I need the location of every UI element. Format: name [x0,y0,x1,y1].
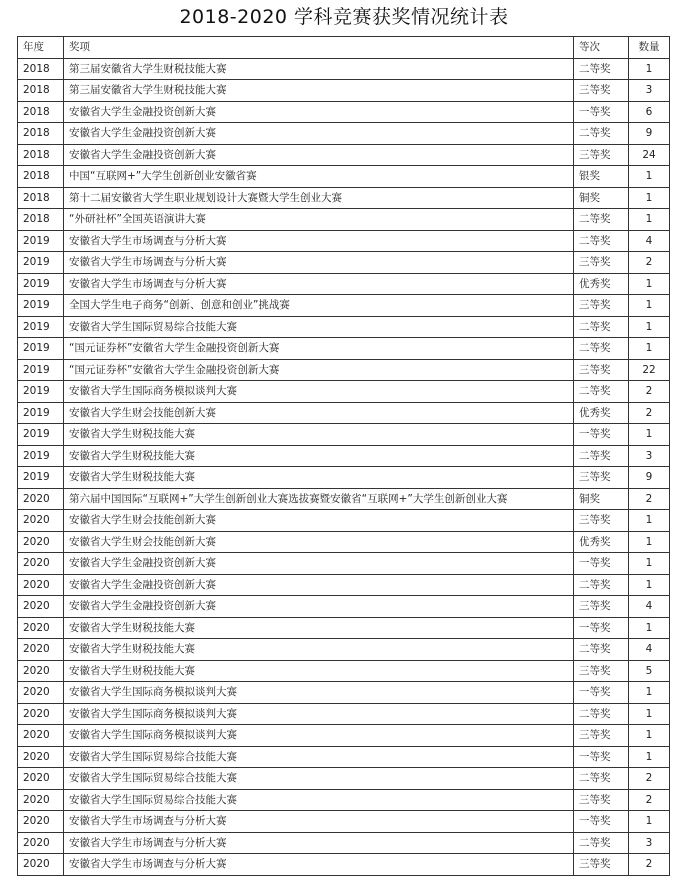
cell-year: 2020 [18,574,64,596]
cell-award-name: 安徽省大学生金融投资创新大赛 [64,574,574,596]
table-row [18,445,670,467]
cell-year: 2020 [18,832,64,854]
cell-count: 2 [629,854,670,876]
cell-award-level: 三等奖 [574,596,629,618]
cell-award-name: 第六届中国国际“互联网+”大学生创新创业大赛选拔赛暨安徽省“互联网+”大学生创新创业大赛 [64,488,574,510]
cell-award-level: 银奖 [574,166,629,188]
cell-count: 4 [629,596,670,618]
cell-year: 2019 [18,445,64,467]
cell-year: 2020 [18,746,64,768]
cell-year: 2020 [18,768,64,790]
column-header-count: 数量 [629,37,670,59]
cell-year: 2020 [18,488,64,510]
cell-year: 2018 [18,101,64,123]
cell-year: 2019 [18,467,64,489]
cell-award-level: 三等奖 [574,854,629,876]
cell-year: 2020 [18,553,64,575]
cell-year: 2018 [18,209,64,231]
cell-award-level: 二等奖 [574,209,629,231]
cell-count: 2 [629,381,670,403]
table-row [18,316,670,338]
cell-award-name: 安徽省大学生金融投资创新大赛 [64,144,574,166]
table-row [18,488,670,510]
cell-award-level: 二等奖 [574,703,629,725]
cell-award-level: 优秀奖 [574,402,629,424]
table-row [18,101,670,123]
cell-year: 2018 [18,80,64,102]
cell-award-name: 安徽省大学生国际贸易综合技能大赛 [64,768,574,790]
table-row [18,123,670,145]
cell-count: 24 [629,144,670,166]
table-row [18,359,670,381]
table-row [18,295,670,317]
cell-award-level: 三等奖 [574,510,629,532]
cell-award-name: 安徽省大学生财会技能创新大赛 [64,510,574,532]
cell-award-name: 安徽省大学生金融投资创新大赛 [64,553,574,575]
cell-award-name: 安徽省大学生财税技能大赛 [64,639,574,661]
cell-award-name: 安徽省大学生金融投资创新大赛 [64,123,574,145]
cell-count: 6 [629,101,670,123]
cell-award-level: 优秀奖 [574,531,629,553]
cell-count: 4 [629,639,670,661]
cell-year: 2018 [18,58,64,80]
cell-award-name: 安徽省大学生国际商务模拟谈判大赛 [64,703,574,725]
table-row [18,832,670,854]
cell-count: 2 [629,488,670,510]
table-row [18,80,670,102]
cell-year: 2018 [18,144,64,166]
cell-award-level: 铜奖 [574,187,629,209]
cell-award-level: 三等奖 [574,80,629,102]
page-title: 2018-2020 学科竞赛获奖情况统计表 [179,6,509,28]
cell-year: 2019 [18,359,64,381]
table-row [18,338,670,360]
table-row [18,854,670,876]
cell-count: 1 [629,746,670,768]
cell-award-name: “外研社杯”全国英语演讲大赛 [64,209,574,231]
cell-award-name: 安徽省大学生财税技能大赛 [64,467,574,489]
cell-award-name: 第十二届安徽省大学生职业规划设计大赛暨大学生创业大赛 [64,187,574,209]
cell-count: 2 [629,402,670,424]
cell-year: 2019 [18,381,64,403]
cell-award-level: 二等奖 [574,574,629,596]
cell-count: 9 [629,467,670,489]
cell-award-level: 二等奖 [574,58,629,80]
cell-award-level: 三等奖 [574,725,629,747]
cell-award-name: 安徽省大学生国际商务模拟谈判大赛 [64,381,574,403]
cell-year: 2020 [18,639,64,661]
table-row [18,789,670,811]
cell-count: 1 [629,58,670,80]
cell-year: 2020 [18,725,64,747]
cell-award-name: 安徽省大学生国际商务模拟谈判大赛 [64,725,574,747]
table-row [18,166,670,188]
cell-award-level: 二等奖 [574,316,629,338]
table-row [18,209,670,231]
column-header-year: 年度 [18,37,64,59]
cell-count: 1 [629,424,670,446]
cell-count: 1 [629,531,670,553]
table-row [18,58,670,80]
cell-year: 2020 [18,531,64,553]
table-row [18,746,670,768]
cell-award-name: 安徽省大学生财会技能创新大赛 [64,402,574,424]
cell-award-level: 三等奖 [574,467,629,489]
cell-award-level: 三等奖 [574,789,629,811]
cell-count: 1 [629,273,670,295]
cell-award-level: 一等奖 [574,424,629,446]
cell-award-name: 安徽省大学生财税技能大赛 [64,617,574,639]
cell-count: 2 [629,768,670,790]
cell-count: 5 [629,660,670,682]
cell-award-level: 二等奖 [574,445,629,467]
cell-count: 1 [629,553,670,575]
cell-year: 2020 [18,811,64,833]
cell-award-level: 一等奖 [574,811,629,833]
table-row [18,230,670,252]
cell-award-name: 安徽省大学生市场调查与分析大赛 [64,230,574,252]
cell-award-level: 一等奖 [574,746,629,768]
cell-award-name: 安徽省大学生市场调查与分析大赛 [64,854,574,876]
table-row [18,467,670,489]
cell-award-name: “国元证券杯”安徽省大学生金融投资创新大赛 [64,338,574,360]
cell-award-level: 二等奖 [574,338,629,360]
cell-year: 2019 [18,230,64,252]
cell-award-name: 安徽省大学生财税技能大赛 [64,445,574,467]
cell-award-name: 安徽省大学生金融投资创新大赛 [64,101,574,123]
cell-award-name: 安徽省大学生市场调查与分析大赛 [64,811,574,833]
cell-award-level: 优秀奖 [574,273,629,295]
table-row [18,273,670,295]
cell-award-level: 铜奖 [574,488,629,510]
cell-year: 2019 [18,295,64,317]
cell-award-name: 安徽省大学生市场调查与分析大赛 [64,832,574,854]
cell-award-name: 安徽省大学生国际贸易综合技能大赛 [64,789,574,811]
cell-award-name: 第三届安徽省大学生财税技能大赛 [64,80,574,102]
cell-year: 2020 [18,682,64,704]
cell-year: 2020 [18,596,64,618]
cell-year: 2020 [18,789,64,811]
cell-award-name: 安徽省大学生金融投资创新大赛 [64,596,574,618]
table-row [18,574,670,596]
table-row [18,553,670,575]
cell-count: 2 [629,252,670,274]
table-row [18,424,670,446]
table-row [18,639,670,661]
cell-year: 2019 [18,316,64,338]
cell-year: 2018 [18,187,64,209]
table-row [18,660,670,682]
cell-award-level: 一等奖 [574,617,629,639]
cell-count: 1 [629,166,670,188]
cell-award-name: 安徽省大学生市场调查与分析大赛 [64,252,574,274]
cell-year: 2020 [18,703,64,725]
cell-award-name: 安徽省大学生国际商务模拟谈判大赛 [64,682,574,704]
cell-count: 1 [629,682,670,704]
award-statistics-table [17,36,670,876]
cell-count: 1 [629,725,670,747]
cell-award-level: 二等奖 [574,123,629,145]
cell-award-level: 二等奖 [574,381,629,403]
cell-count: 1 [629,574,670,596]
cell-award-name: 安徽省大学生财税技能大赛 [64,424,574,446]
table-row [18,703,670,725]
cell-award-name: 安徽省大学生财税技能大赛 [64,660,574,682]
cell-year: 2020 [18,617,64,639]
cell-year: 2020 [18,510,64,532]
cell-award-level: 一等奖 [574,682,629,704]
cell-year: 2018 [18,166,64,188]
cell-award-level: 三等奖 [574,144,629,166]
cell-year: 2020 [18,854,64,876]
cell-award-level: 三等奖 [574,660,629,682]
cell-award-name: “国元证券杯”安徽省大学生金融投资创新大赛 [64,359,574,381]
table-row [18,682,670,704]
column-header-level: 等次 [574,37,629,59]
table-row [18,402,670,424]
table-row [18,725,670,747]
table-row [18,510,670,532]
table-row [18,144,670,166]
cell-award-name: 中国“互联网+”大学生创新创业安徽省赛 [64,166,574,188]
cell-award-level: 二等奖 [574,768,629,790]
table-row [18,596,670,618]
cell-award-level: 三等奖 [574,252,629,274]
cell-count: 1 [629,703,670,725]
cell-count: 1 [629,295,670,317]
cell-count: 3 [629,445,670,467]
cell-award-name: 安徽省大学生财会技能创新大赛 [64,531,574,553]
cell-award-name: 安徽省大学生市场调查与分析大赛 [64,273,574,295]
cell-year: 2020 [18,660,64,682]
cell-year: 2018 [18,123,64,145]
cell-award-name: 安徽省大学生国际贸易综合技能大赛 [64,746,574,768]
cell-year: 2019 [18,252,64,274]
cell-year: 2019 [18,338,64,360]
cell-count: 1 [629,187,670,209]
cell-award-name: 全国大学生电子商务“创新、创意和创业”挑战赛 [64,295,574,317]
table-row [18,381,670,403]
cell-year: 2019 [18,273,64,295]
cell-count: 4 [629,230,670,252]
column-header-award: 奖项 [64,37,574,59]
table-row [18,811,670,833]
cell-award-level: 三等奖 [574,295,629,317]
table-row [18,187,670,209]
cell-award-level: 二等奖 [574,639,629,661]
table-row [18,252,670,274]
table-row [18,768,670,790]
cell-award-level: 二等奖 [574,832,629,854]
cell-count: 9 [629,123,670,145]
cell-year: 2019 [18,402,64,424]
table-row [18,617,670,639]
cell-count: 22 [629,359,670,381]
cell-award-name: 安徽省大学生国际贸易综合技能大赛 [64,316,574,338]
cell-count: 1 [629,338,670,360]
table-row [18,531,670,553]
cell-award-level: 三等奖 [574,359,629,381]
cell-award-level: 一等奖 [574,553,629,575]
cell-count: 2 [629,789,670,811]
cell-award-level: 一等奖 [574,101,629,123]
table-header-row [18,37,670,59]
cell-count: 1 [629,510,670,532]
cell-count: 3 [629,832,670,854]
cell-count: 1 [629,209,670,231]
cell-award-level: 二等奖 [574,230,629,252]
cell-award-name: 第三届安徽省大学生财税技能大赛 [64,58,574,80]
cell-count: 3 [629,80,670,102]
table-body [18,58,670,875]
cell-count: 1 [629,316,670,338]
cell-year: 2019 [18,424,64,446]
cell-count: 1 [629,811,670,833]
cell-count: 1 [629,617,670,639]
